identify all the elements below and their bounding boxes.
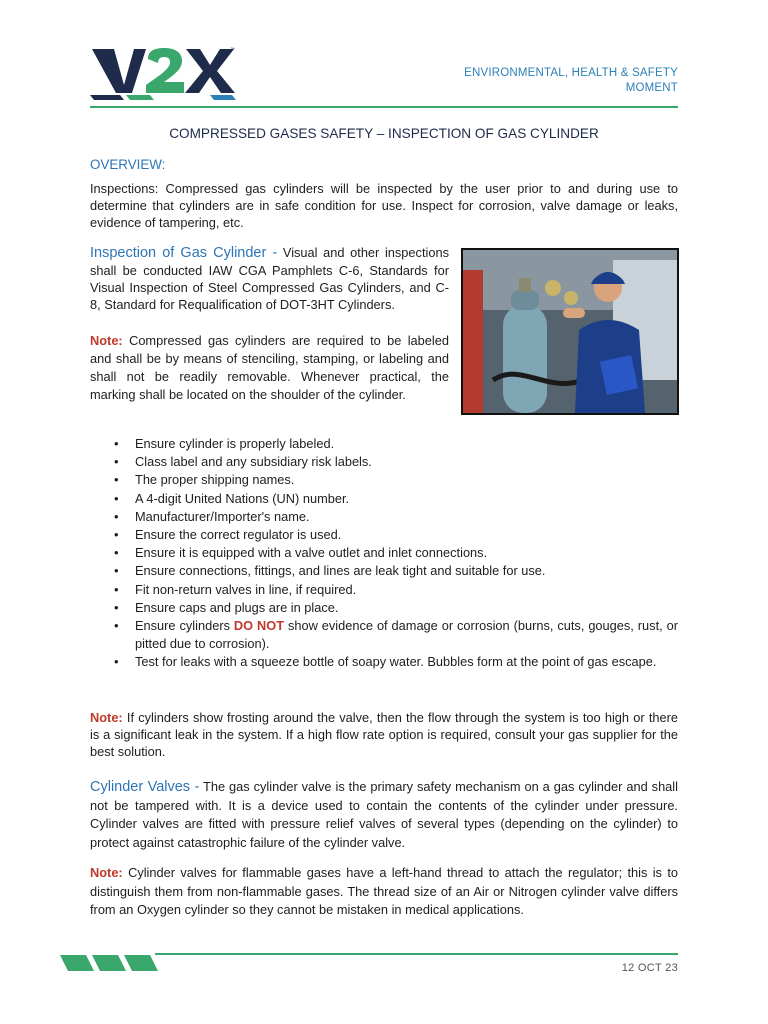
- footer-divider: [155, 953, 678, 955]
- note-1-label: Note:: [90, 333, 123, 348]
- list-item: • Ensure cylinder is properly labeled.: [90, 435, 678, 453]
- list-item: • Class label and any subsidiary risk labels.: [90, 453, 678, 471]
- overview-text: Inspections: Compressed gas cylinders will be inspected by the user prior to and during use to determine that cylinders are in safe condition for use. Inspect for corrosion, valve damage or leaks, evidence of tampering, etc.: [90, 181, 678, 230]
- header-divider: [90, 106, 678, 108]
- v2x-logo: [90, 45, 240, 100]
- list-item: • Manufacturer/Importer's name.: [90, 508, 678, 526]
- note-2-text: If cylinders show frosting around the valve, then the flow through the system is too high or there is a significant leak in the system. If a high flow rate option is required, consult your gas supplier for the best solution.: [90, 710, 678, 759]
- inspection-paragraph: [90, 244, 449, 313]
- list-item: • Ensure it is equipped with a valve outlet and inlet connections.: [90, 544, 678, 562]
- inspection-text: Visual and other inspections shall be conducted IAW CGA Pamphlets C-6, Standards for Visual Inspection of Steel Compressed Gas Cylinders, and C-8, Standard for Requalification of DOT-3HT Cylinders.: [90, 245, 449, 312]
- list-item: • The proper shipping names.: [90, 471, 678, 489]
- footer-date: 12 OCT 23: [621, 962, 678, 974]
- list-item: • Ensure cylinders DO NOT show evidence of damage or corrosion (burns, cuts, gouges, rust, or pitted due to corrosion).: [90, 617, 678, 653]
- note-2-paragraph: [90, 709, 678, 760]
- svg-text:™: ™: [230, 47, 235, 53]
- header-caption: [464, 66, 678, 96]
- valves-heading: Cylinder Valves -: [90, 779, 200, 795]
- valves-text: The gas cylinder valve is the primary safety mechanism on a gas cylinder and shall not be tampered with. It is a device used to contain the contents of the cylinder under pressure. Cylinder valves are fitted with pressure relief valves of several types (depending on the cylinder) to protect against catastrophic failure of the cylinder valve.: [90, 779, 678, 850]
- note-1-paragraph: [90, 332, 449, 404]
- header-line-2: MOMENT: [625, 82, 678, 94]
- gas-cylinder-inspection-photo: [463, 250, 677, 413]
- list-item: • Fit non-return valves in line, if required.: [90, 581, 678, 599]
- list-item: • Test for leaks with a squeeze bottle of soapy water. Bubbles form at the point of gas escape.: [90, 653, 678, 671]
- header-line-1: ENVIRONMENTAL, HEALTH & SAFETY: [464, 67, 678, 79]
- note-3-label: Note:: [90, 865, 123, 880]
- footer-stripes: [60, 955, 160, 971]
- overview-heading: OVERVIEW:: [90, 157, 166, 172]
- list-item: • Ensure the correct regulator is used.: [90, 526, 678, 544]
- note-3-paragraph: [90, 864, 678, 920]
- inspection-checklist: [90, 435, 678, 672]
- list-item: • Ensure caps and plugs are in place.: [90, 599, 678, 617]
- valves-paragraph: [90, 778, 678, 852]
- inspection-heading: Inspection of Gas Cylinder -: [90, 245, 278, 261]
- note-1-text: Compressed gas cylinders are required to be labeled and shall be by means of stenciling, stamping, or labeling and shall not be readily removable. Whenever practical, the marking shall be located on the shoulder of the cylinder.: [90, 333, 449, 402]
- note-2-label: Note:: [90, 710, 123, 725]
- list-item: • A 4-digit United Nations (UN) number.: [90, 490, 678, 508]
- note-3-text: Cylinder valves for flammable gases have a left-hand thread to attach the regulator; this is to distinguish them from non-flammable gases. The thread size of an Air or Nitrogen cylinder valve differs from an Oxygen cylinder so they cannot be mistaken in medical applications.: [90, 865, 678, 917]
- do-not-emphasis: DO NOT: [233, 618, 285, 634]
- list-item: • Ensure connections, fittings, and lines are leak tight and suitable for use.: [90, 562, 678, 580]
- page-title: COMPRESSED GASES SAFETY – INSPECTION OF GAS CYLINDER: [169, 126, 599, 141]
